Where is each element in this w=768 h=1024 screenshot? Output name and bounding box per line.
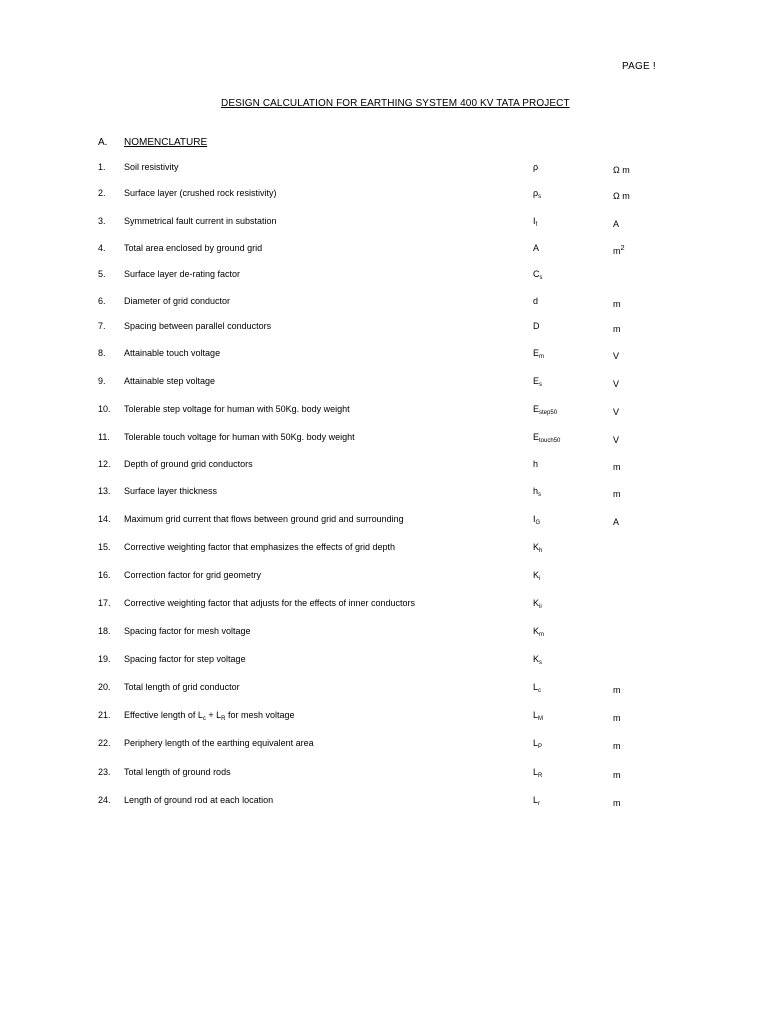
item-description: Surface layer de-rating factor <box>124 269 241 279</box>
item-description: Symmetrical fault current in substation <box>124 216 277 226</box>
item-number: 12. <box>98 459 111 469</box>
unit-text: A <box>613 219 620 229</box>
symbol-subscript: ii <box>539 604 542 610</box>
item-number: 14. <box>98 514 111 524</box>
unit-text: m <box>613 324 621 334</box>
nomenclature-row <box>0 654 768 668</box>
item-symbol <box>533 188 541 198</box>
item-description: Surface layer thickness <box>124 486 218 496</box>
item-unit <box>613 682 621 695</box>
symbol-letter: ρ <box>533 188 539 198</box>
symbol-letter: C <box>533 269 540 279</box>
item-unit <box>613 404 619 417</box>
unit-text: m <box>613 489 621 499</box>
nomenclature-row <box>0 570 768 584</box>
item-symbol <box>533 570 540 580</box>
item-symbol <box>533 738 542 748</box>
desc-text: for mesh voltage <box>225 710 295 720</box>
item-unit <box>613 162 630 175</box>
item-unit <box>613 296 621 309</box>
item-description: Corrective weighting factor that adjusts for the effects of inner conductors <box>124 598 415 608</box>
symbol-subscript: G <box>535 520 541 526</box>
item-symbol <box>533 767 542 777</box>
item-number: 6. <box>98 296 106 306</box>
symbol-letter: ρ <box>533 162 539 172</box>
symbol-letter: L <box>533 710 539 720</box>
unit-text: m <box>613 246 621 256</box>
symbol-letter: K <box>533 542 540 552</box>
nomenclature-row <box>0 626 768 640</box>
unit-text: A <box>613 517 620 527</box>
item-number: 15. <box>98 542 111 552</box>
item-symbol <box>533 795 540 805</box>
item-number: 13. <box>98 486 111 496</box>
item-symbol <box>533 162 538 172</box>
item-number: 24. <box>98 795 111 805</box>
item-number: 7. <box>98 321 106 331</box>
item-description: Total length of ground rods <box>124 767 231 777</box>
item-description: Depth of ground grid conductors <box>124 459 253 469</box>
nomenclature-row <box>0 514 768 528</box>
item-number: 22. <box>98 738 111 748</box>
symbol-letter: d <box>533 296 539 306</box>
item-symbol <box>533 216 537 226</box>
symbol-letter: E <box>533 348 540 358</box>
unit-text: Ω m <box>613 191 630 201</box>
item-number: 10. <box>98 404 111 414</box>
item-description: Total length of grid conductor <box>124 682 240 692</box>
nomenclature-row <box>0 432 768 446</box>
item-unit <box>613 459 621 472</box>
symbol-letter: E <box>533 404 540 414</box>
item-number: 18. <box>98 626 111 636</box>
item-description: Length of ground rod at each location <box>124 795 274 805</box>
unit-text: V <box>613 379 620 389</box>
item-symbol <box>533 542 542 552</box>
nomenclature-row <box>0 269 768 283</box>
symbol-letter: K <box>533 598 540 608</box>
item-description: Tolerable touch voltage for human with 50Kg. body weight <box>124 432 355 442</box>
item-unit <box>613 795 621 808</box>
nomenclature-row <box>0 682 768 696</box>
item-unit <box>613 216 619 229</box>
item-unit <box>613 432 619 445</box>
symbol-subscript: f <box>535 222 538 228</box>
item-description: Spacing factor for mesh voltage <box>124 626 251 636</box>
symbol-letter: I <box>533 514 536 524</box>
item-symbol <box>533 321 540 331</box>
item-symbol <box>533 269 543 279</box>
unit-text: m <box>613 299 621 309</box>
item-unit <box>613 321 621 334</box>
symbol-letter: L <box>533 795 539 805</box>
item-unit <box>613 188 630 201</box>
symbol-letter: h <box>533 486 539 496</box>
item-symbol <box>533 514 540 524</box>
unit-text: V <box>613 351 620 361</box>
item-symbol <box>533 654 542 664</box>
item-unit <box>613 243 625 256</box>
unit-text: m <box>613 798 621 808</box>
page-label: PAGE ! <box>622 61 656 72</box>
item-number: 1. <box>98 162 106 172</box>
nomenclature-row <box>0 459 768 473</box>
symbol-letter: K <box>533 654 540 664</box>
unit-text: Ω m <box>613 165 630 175</box>
item-description: Periphery length of the earthing equivalent area <box>124 738 314 748</box>
item-unit <box>613 710 621 723</box>
desc-text: + L <box>205 710 222 720</box>
item-unit <box>613 738 621 751</box>
item-number: 8. <box>98 348 106 358</box>
item-description: Diameter of grid conductor <box>124 296 231 306</box>
symbol-letter: K <box>533 626 540 636</box>
nomenclature-row <box>0 767 768 781</box>
unit-text: m <box>613 685 621 695</box>
item-number: 20. <box>98 682 111 692</box>
symbol-subscript: touch50 <box>539 438 561 444</box>
item-description: Attainable touch voltage <box>124 348 221 358</box>
unit-text: m <box>613 713 621 723</box>
item-symbol <box>533 459 538 469</box>
symbol-subscript: m <box>539 354 545 360</box>
nomenclature-row <box>0 486 768 500</box>
unit-text: V <box>613 407 620 417</box>
symbol-subscript: R <box>538 773 543 779</box>
symbol-subscript: M <box>538 716 544 722</box>
item-symbol <box>533 710 543 720</box>
nomenclature-row <box>0 188 768 202</box>
item-symbol <box>533 376 542 386</box>
symbol-letter: h <box>533 459 539 469</box>
item-symbol <box>533 626 544 636</box>
nomenclature-row <box>0 738 768 752</box>
item-symbol <box>533 296 538 306</box>
desc-text: Effective length of L <box>124 710 203 720</box>
symbol-letter: A <box>533 243 540 253</box>
nomenclature-row <box>0 243 768 257</box>
item-description: Spacing between parallel conductors <box>124 321 272 331</box>
symbol-subscript: P <box>538 744 543 750</box>
item-number: 3. <box>98 216 106 226</box>
nomenclature-row <box>0 542 768 556</box>
document-title: DESIGN CALCULATION FOR EARTHING SYSTEM 400 KV TATA PROJECT <box>221 98 570 109</box>
item-description: Surface layer (crushed rock resistivity) <box>124 188 277 198</box>
item-number: 11. <box>98 432 110 442</box>
item-description: Soil resistivity <box>124 162 179 172</box>
item-number: 17. <box>98 598 111 608</box>
nomenclature-row <box>0 710 768 724</box>
nomenclature-row <box>0 376 768 390</box>
unit-text: V <box>613 435 620 445</box>
symbol-subscript: s <box>539 382 543 388</box>
symbol-subscript: r <box>538 801 541 807</box>
item-symbol <box>533 486 541 496</box>
symbol-subscript: c <box>538 688 542 694</box>
item-number: 2. <box>98 188 106 198</box>
item-symbol <box>533 598 542 608</box>
symbol-subscript: i <box>539 576 541 582</box>
nomenclature-row <box>0 216 768 230</box>
symbol-letter: I <box>533 216 536 226</box>
item-number: 19. <box>98 654 111 664</box>
item-description: Corrective weighting factor that emphasizes the effects of grid depth <box>124 542 395 552</box>
nomenclature-row <box>0 348 768 362</box>
item-symbol <box>533 682 541 692</box>
symbol-letter: D <box>533 321 540 331</box>
nomenclature-row <box>0 321 768 335</box>
item-number: 4. <box>98 243 106 253</box>
item-description: Maximum grid current that flows between ground grid and surrounding <box>124 514 404 524</box>
symbol-subscript: h <box>539 548 543 554</box>
symbol-letter: L <box>533 682 539 692</box>
section-title: NOMENCLATURE <box>124 137 208 148</box>
item-description: Total area enclosed by ground grid <box>124 243 263 253</box>
symbol-letter: L <box>533 738 539 748</box>
item-description: Correction factor for grid geometry <box>124 570 262 580</box>
item-description <box>124 710 295 720</box>
item-description: Spacing factor for step voltage <box>124 654 246 664</box>
item-number: 5. <box>98 269 106 279</box>
item-number: 9. <box>98 376 106 386</box>
item-unit <box>613 767 621 780</box>
item-number: 16. <box>98 570 111 580</box>
desc-subscript: R <box>221 716 226 722</box>
nomenclature-row <box>0 404 768 418</box>
item-symbol <box>533 243 539 253</box>
item-description: Tolerable step voltage for human with 50Kg. body weight <box>124 404 350 414</box>
unit-superscript: 2 <box>620 243 625 252</box>
symbol-subscript: s <box>539 660 543 666</box>
nomenclature-row <box>0 296 768 310</box>
symbol-letter: E <box>533 432 540 442</box>
symbol-subscript: s <box>538 492 542 498</box>
item-symbol <box>533 432 560 442</box>
symbol-subscript: s <box>539 275 543 281</box>
nomenclature-row <box>0 162 768 176</box>
symbol-letter: E <box>533 376 540 386</box>
section-number: A. <box>98 137 108 148</box>
symbol-letter: K <box>533 570 540 580</box>
nomenclature-row <box>0 795 768 809</box>
item-number: 23. <box>98 767 111 777</box>
nomenclature-row <box>0 598 768 612</box>
item-number: 21. <box>98 710 111 720</box>
item-unit <box>613 376 619 389</box>
item-unit <box>613 514 619 527</box>
item-symbol <box>533 348 544 358</box>
item-symbol <box>533 404 557 414</box>
symbol-subscript: m <box>539 632 545 638</box>
item-unit <box>613 486 621 499</box>
item-unit <box>613 348 619 361</box>
desc-subscript: c <box>202 716 206 722</box>
unit-text: m <box>613 462 621 472</box>
unit-text: m <box>613 741 621 751</box>
symbol-subscript: s <box>538 194 542 200</box>
symbol-subscript: step50 <box>539 410 558 416</box>
symbol-letter: L <box>533 767 539 777</box>
unit-text: m <box>613 770 621 780</box>
item-description: Attainable step voltage <box>124 376 216 386</box>
